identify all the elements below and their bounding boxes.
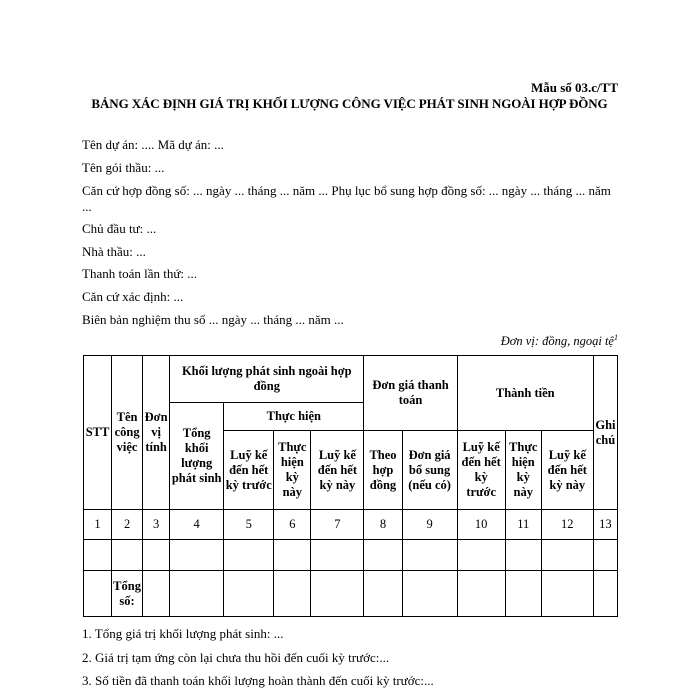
column-number: 5 bbox=[224, 510, 274, 540]
table-cell bbox=[402, 571, 457, 617]
column-number: 10 bbox=[457, 510, 505, 540]
header-supplementary-price: Đơn giá bổ sung (nếu có) bbox=[402, 431, 457, 510]
summary-line-2: 2. Giá trị tạm ứng còn lại chưa thu hồi đến cuối kỳ trước:... bbox=[82, 650, 390, 665]
header-unit: Đơn vị tính bbox=[143, 356, 170, 510]
table-cell bbox=[274, 571, 311, 617]
header-executed-group: Thực hiện bbox=[224, 403, 364, 431]
column-number: 13 bbox=[593, 510, 617, 540]
table-cell bbox=[457, 540, 505, 571]
column-number-row bbox=[84, 510, 618, 540]
column-number: 12 bbox=[541, 510, 593, 540]
header-note: Ghi chú bbox=[593, 356, 617, 510]
info-acceptance-record: Biên bản nghiệm thu số ... ngày ... tháng ... năm ... bbox=[82, 312, 344, 327]
table-cell bbox=[593, 540, 617, 571]
unit-label: Đơn vị: đồng, ngoại tệ bbox=[500, 334, 614, 349]
header-cumulative-this-period: Luỹ kế đến hết kỳ này bbox=[311, 431, 364, 510]
table-cell bbox=[143, 571, 170, 617]
table-cell bbox=[170, 571, 224, 617]
total-row bbox=[84, 571, 618, 617]
table-cell bbox=[143, 540, 170, 571]
header-amount-group: Thành tiền bbox=[457, 356, 593, 431]
info-contractor: Nhà thầu: ... bbox=[82, 244, 146, 259]
info-package: Tên gói thầu: ... bbox=[82, 160, 165, 175]
header-unit-price-group: Đơn giá thanh toán bbox=[364, 356, 457, 431]
header-work-name: Tên công việc bbox=[112, 356, 143, 510]
table-cell bbox=[112, 540, 143, 571]
column-number: 11 bbox=[505, 510, 541, 540]
form-code: Mẫu số 03.c/TT bbox=[530, 80, 618, 95]
table-cell bbox=[84, 571, 112, 617]
summary-line-1: 1. Tổng giá trị khối lượng phát sinh: ... bbox=[82, 626, 284, 641]
summary-line-3: 3. Số tiền đã thanh toán khối lượng hoàn thành đến cuối kỳ trước:... bbox=[82, 673, 434, 688]
column-number: 7 bbox=[311, 510, 364, 540]
header-amount-executed-this-period: Thực hiện kỳ này bbox=[505, 431, 541, 510]
table-cell bbox=[224, 571, 274, 617]
header-stt: STT bbox=[84, 356, 112, 510]
unit-footnote-mark: 1 bbox=[614, 333, 618, 342]
table-cell bbox=[402, 540, 457, 571]
table-cell bbox=[593, 571, 617, 617]
info-investor: Chủ đầu tư: ... bbox=[82, 221, 157, 236]
table-cell bbox=[274, 540, 311, 571]
header-executed-this-period: Thực hiện kỳ này bbox=[274, 431, 311, 510]
table-cell bbox=[541, 540, 593, 571]
column-number: 3 bbox=[143, 510, 170, 540]
table-cell bbox=[224, 540, 274, 571]
total-label: Tổng số: bbox=[112, 571, 143, 617]
column-number: 9 bbox=[402, 510, 457, 540]
table-cell bbox=[170, 540, 224, 571]
unit-note bbox=[501, 333, 618, 349]
info-project: Tên dự án: .... Mã dự án: ... bbox=[82, 137, 224, 152]
header-cumulative-previous: Luỹ kế đến hết kỳ trước bbox=[224, 431, 274, 510]
header-extra-volume-group: Khối lượng phát sinh ngoài hợp đồng bbox=[170, 356, 364, 403]
info-basis: Căn cứ xác định: ... bbox=[82, 289, 184, 304]
info-contract: Căn cứ hợp đồng số: ... ngày ... tháng ... năm ... Phụ lục bổ sung hợp đồng số: ... ngày ... tháng ... năm ... bbox=[82, 183, 611, 214]
header-total-volume: Tổng khối lượng phát sinh bbox=[170, 403, 224, 510]
table-cell bbox=[505, 540, 541, 571]
document-title: BẢNG XÁC ĐỊNH GIÁ TRỊ KHỐI LƯỢNG CÔNG VIỆC PHÁT SINH NGOÀI HỢP ĐỒNG bbox=[91, 96, 608, 111]
table-cell bbox=[457, 571, 505, 617]
work-volume-table bbox=[83, 355, 618, 617]
column-number: 6 bbox=[274, 510, 311, 540]
table-cell bbox=[311, 540, 364, 571]
table-cell bbox=[311, 571, 364, 617]
column-number: 8 bbox=[364, 510, 402, 540]
table-cell bbox=[84, 540, 112, 571]
table-row bbox=[84, 540, 618, 571]
info-payment-round: Thanh toán lần thứ: ... bbox=[82, 266, 197, 281]
column-number: 1 bbox=[84, 510, 112, 540]
table-cell bbox=[364, 571, 402, 617]
column-number: 2 bbox=[112, 510, 143, 540]
table-cell bbox=[505, 571, 541, 617]
header-amount-cumulative-this-period: Luỹ kế đến hết kỳ này bbox=[541, 431, 593, 510]
table-cell bbox=[541, 571, 593, 617]
column-number: 4 bbox=[170, 510, 224, 540]
table-cell bbox=[364, 540, 402, 571]
header-per-contract: Theo hợp đồng bbox=[364, 431, 402, 510]
header-amount-cumulative-previous: Luỹ kế đến hết kỳ trước bbox=[457, 431, 505, 510]
header-row-1 bbox=[84, 356, 618, 403]
